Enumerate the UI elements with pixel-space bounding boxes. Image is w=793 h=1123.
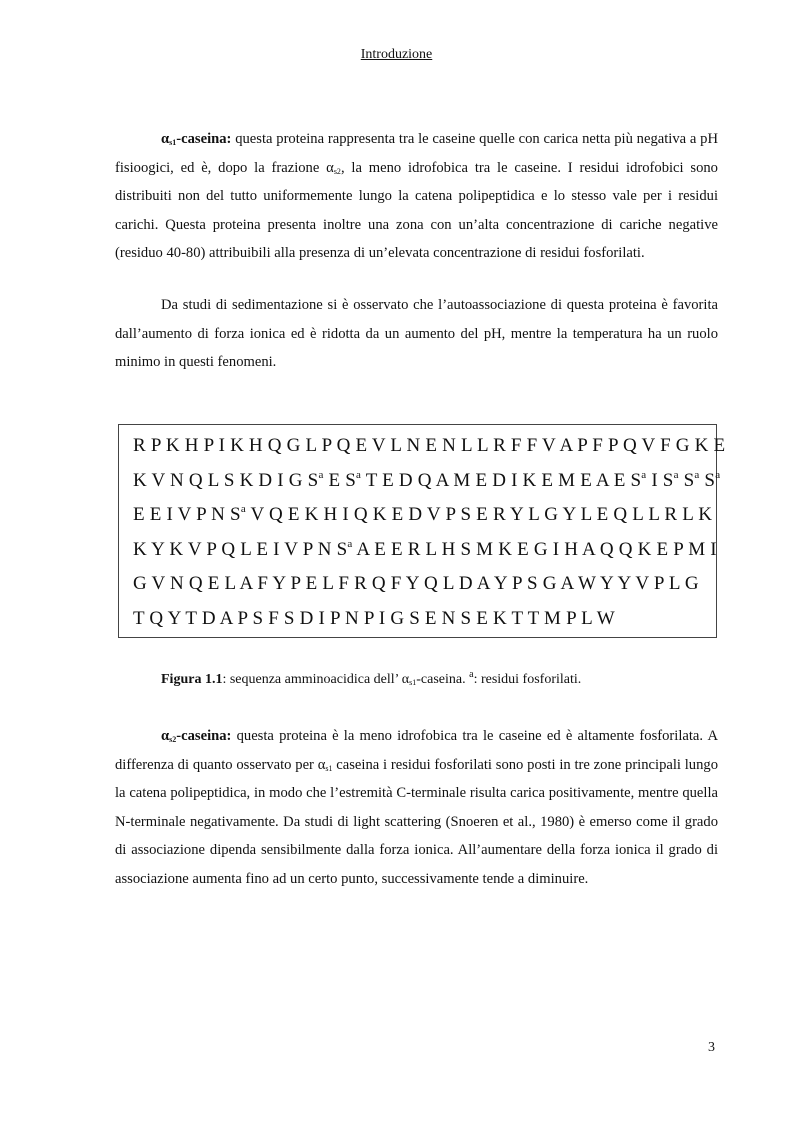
alpha-s1-paragraph: $\alpha_{s1}$-caseina: questa proteina rappresenta tra le caseine quelle con carica netta più negativa a pH fisioogici, ed è, dopo la frazione $\alpha_{s2}$, la meno idrofobica tra le caseine. I residui idrofobici sono distribuiti non del tutto uniformemente lungo la catena polipeptidica e lo stesso vale per i residui carichi. Questa proteina presenta inoltre una zona con un’alta concentrazione di cariche negative (residuo 40-80) attribuibili alla presenza di un’elevata concentrazione di residui fosforilati. <box>115 131 718 261</box>
sequence-line-1: R P K H P I K H Q G L P Q E V L N E N L L R F F V A P F P Q V F G K E <box>133 435 726 456</box>
sedimentation-paragraph: Da studi di sedimentazione si è osservato che l’autoassociazione di questa proteina è favorita dall’aumento di forza ionica ed è ridotta da un aumento del pH, mentre la temperatura ha un ruolo minimo in questi fenomeni. <box>115 297 718 370</box>
alpha-s1-term: $\alpha_{s1}$-caseina: <box>161 131 232 147</box>
sequence-line-6: T Q Y T D A P S F S D I P N P I G S E N S E K T T M P L W <box>133 607 615 629</box>
alpha-s2-term: $\alpha_{s2}$-caseina: <box>161 728 232 744</box>
sequence-line-2: K V N Q L S K D I G $S^a$ E $S^a$ T E D Q A M E D I K E M E A E $S^a$ I $S^a$ $S^a$ $S^a$ <box>133 468 721 491</box>
alpha-s2-paragraph: $\alpha_{s2}$-caseina: questa proteina è la meno idrofobica tra le caseine ed è altamente fosforilata. A differenza di quanto osservato per $\alpha_{s1}$ caseina i residui fosforilati sono posti in tre zone principali lungo la catena polipeptidica, in modo che l’estremità C-terminale risulta carica positivamente, mentre quella N-terminale negativamente. Da studi di light scattering (Snoeren et al., 1980) è emerso come il grado di associazione dipenda sensibilmente dalla forza ionica. All’aumentare della forza ionica il grado di associazione aumenta fino ad un certo punto, successivamente tende a diminuire. <box>115 728 718 887</box>
sequence-line-4: K Y K V P Q L E I V P N $S^a$ A E E R L H S M K E G I H A Q Q K E P M I <box>133 537 717 560</box>
sequence-line-5: G V N Q E L A F Y P E L F R Q F Y Q L D A Y P S G A W Y Y V P L G <box>133 573 699 594</box>
page-number: 3 <box>708 1040 715 1055</box>
page-header: Introduzione <box>360 47 433 62</box>
sequence-line-3: E E I V P N $S^a$ V Q E K H I Q K E D V P S E R Y L G Y L E Q L L R L K <box>133 503 713 525</box>
figure-caption: Figura 1.1: sequenza amminoacidica dell’ $\alpha_{s1}$-caseina. $^a$: residui fosforilati. <box>161 669 582 687</box>
sequence-box <box>118 424 726 638</box>
